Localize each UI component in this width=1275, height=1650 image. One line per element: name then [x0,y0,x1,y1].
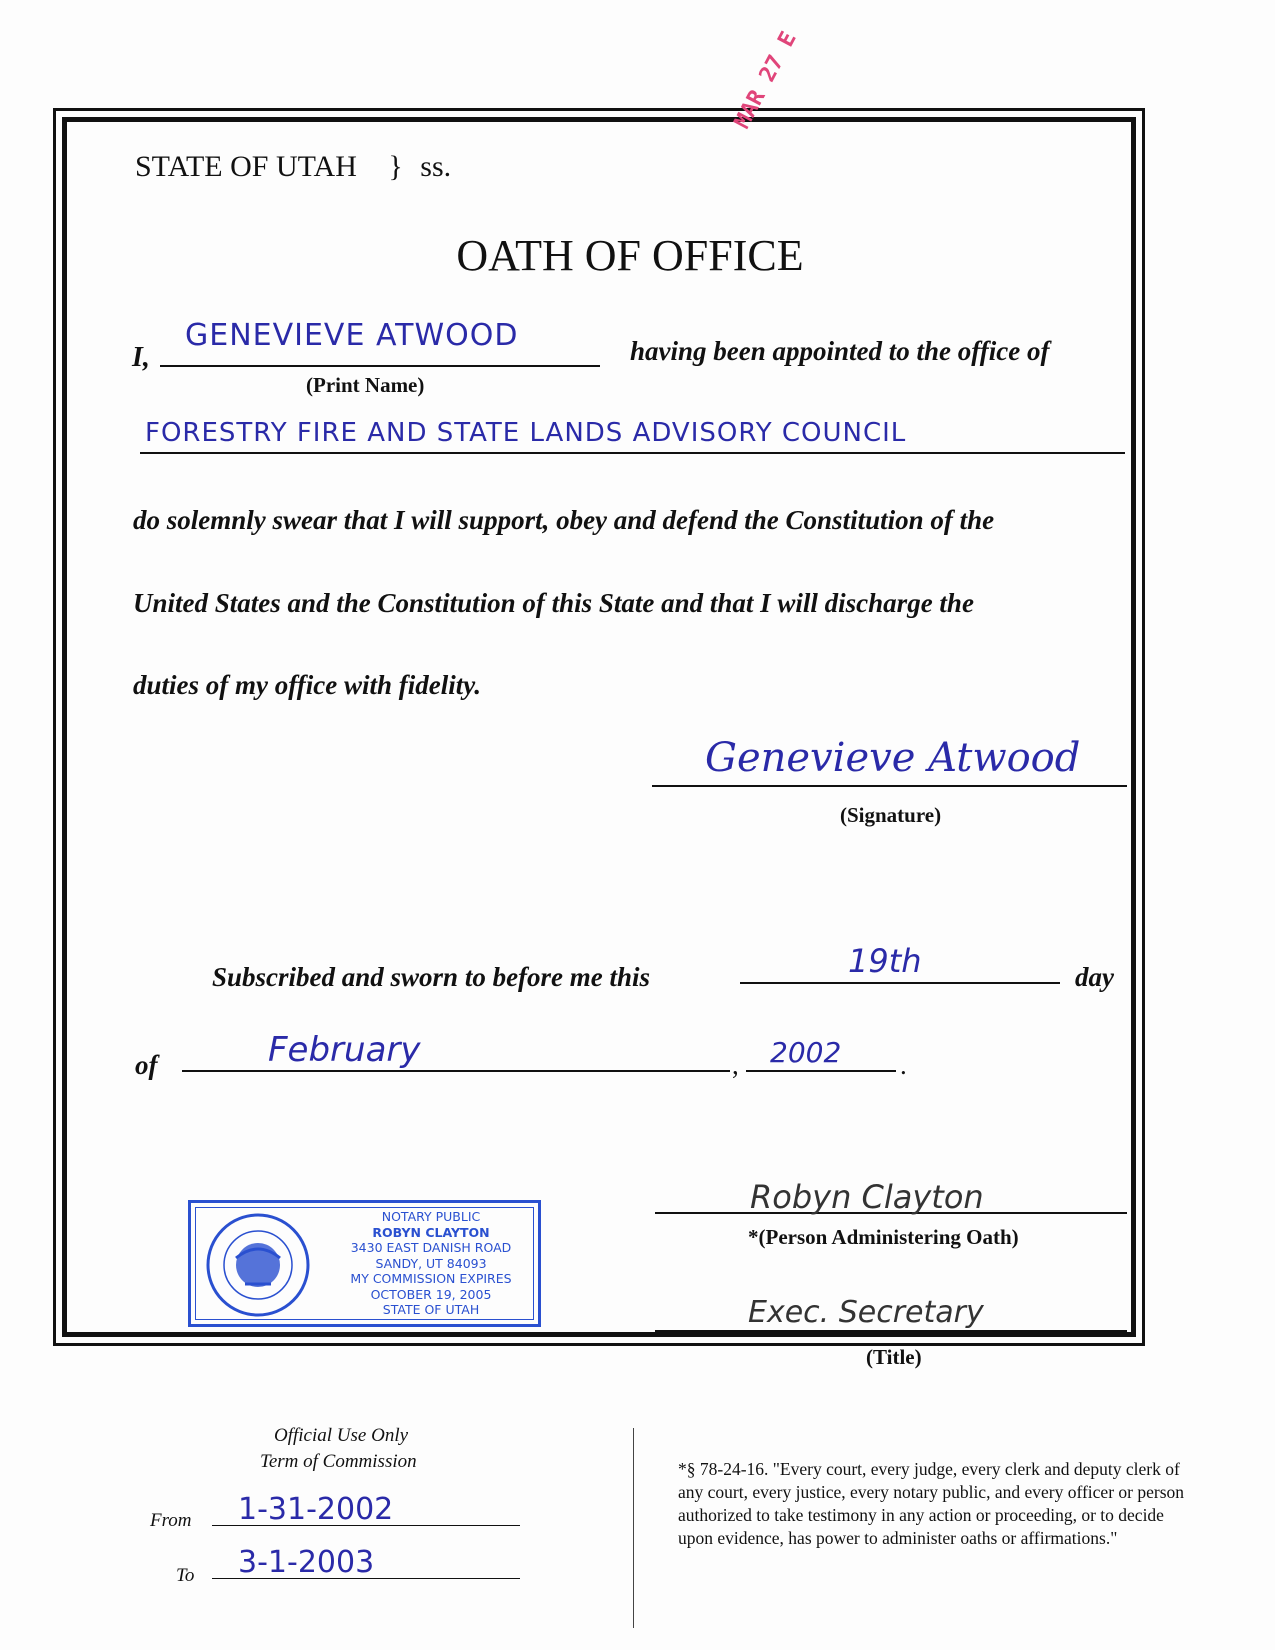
from-label: From [150,1510,192,1531]
month-handwriting: February [268,1030,421,1070]
oath-body-line-3: duties of my office with fidelity. [133,670,481,700]
sworn-text: Subscribed and sworn to before me this [212,962,651,992]
oath-prefix: I, [132,342,150,373]
state-seal-icon [205,1212,311,1318]
notary-line-3: 3430 EAST DANISH ROAD [350,1240,512,1255]
state-name: STATE OF UTAH [135,150,357,183]
footer-divider [633,1428,634,1628]
year-line [746,1070,896,1072]
year-handwriting: 2002 [770,1036,842,1069]
term-heading: Term of Commission [260,1451,417,1472]
notary-stamp [188,1200,541,1327]
appointed-text: having been appointed to the office of [630,336,1050,366]
administrator-signature: Robyn Clayton [750,1178,984,1216]
statute-footnote: *§ 78-24-16. "Every court, every judge, every clerk and deputy clerk of any court, every justice, every notary public, and every officer or person authorized to take testimony in any action or proceeding, or to decide upon evidence, has power to administer oaths or affirmations." [678,1459,1185,1548]
name-line [160,365,600,367]
received-date-stamp: MAR 27 E [729,27,802,134]
office-handwriting: FORESTRY FIRE AND STATE LANDS ADVISORY COUNCIL [145,418,907,448]
day-label: day [1075,962,1114,992]
oath-body-line-2: United States and the Constitution of this State and that I will discharge the [133,588,974,618]
to-label: To [176,1565,195,1586]
signature-line [652,785,1127,787]
document-title: OATH OF OFFICE [456,231,804,280]
notary-line-5: MY COMMISSION EXPIRES [350,1271,512,1286]
office-line [140,452,1125,454]
of-label: of [135,1050,158,1080]
title-line [655,1330,1127,1332]
to-date-handwriting: 3-1-2003 [238,1545,375,1580]
month-comma: , [732,1050,739,1080]
title-handwriting: Exec. Secretary [748,1295,984,1330]
notary-stamp-text [331,1209,531,1318]
title-label: (Title) [866,1345,922,1369]
official-use-heading: Official Use Only [274,1425,409,1446]
ss-label: ss. [420,150,452,183]
printed-name-handwriting: GENEVIEVE ATWOOD [185,318,519,353]
oath-body-line-1: do solemnly swear that I will support, obey and defend the Constitution of the [133,505,995,535]
from-date-handwriting: 1-31-2002 [238,1492,394,1527]
month-line [182,1070,730,1072]
inner-border [62,117,1136,1337]
notary-line-7: STATE OF UTAH [382,1302,480,1317]
signature-handwriting: Genevieve Atwood [705,735,1081,781]
day-line [740,982,1060,984]
notary-line-2: ROBYN CLAYTON [372,1224,490,1240]
day-handwriting: 19th [848,942,922,980]
notary-line-6: OCTOBER 19, 2005 [370,1286,492,1302]
notary-line-4: SANDY, UT 84093 [375,1255,487,1271]
notary-line-1: NOTARY PUBLIC [381,1209,481,1224]
brace: } [388,150,403,183]
state-heading [135,150,451,184]
year-period: . [900,1050,907,1080]
print-name-label: (Print Name) [306,373,425,397]
signature-label: (Signature) [840,803,942,827]
administrator-label: *(Person Administering Oath) [748,1225,1019,1249]
